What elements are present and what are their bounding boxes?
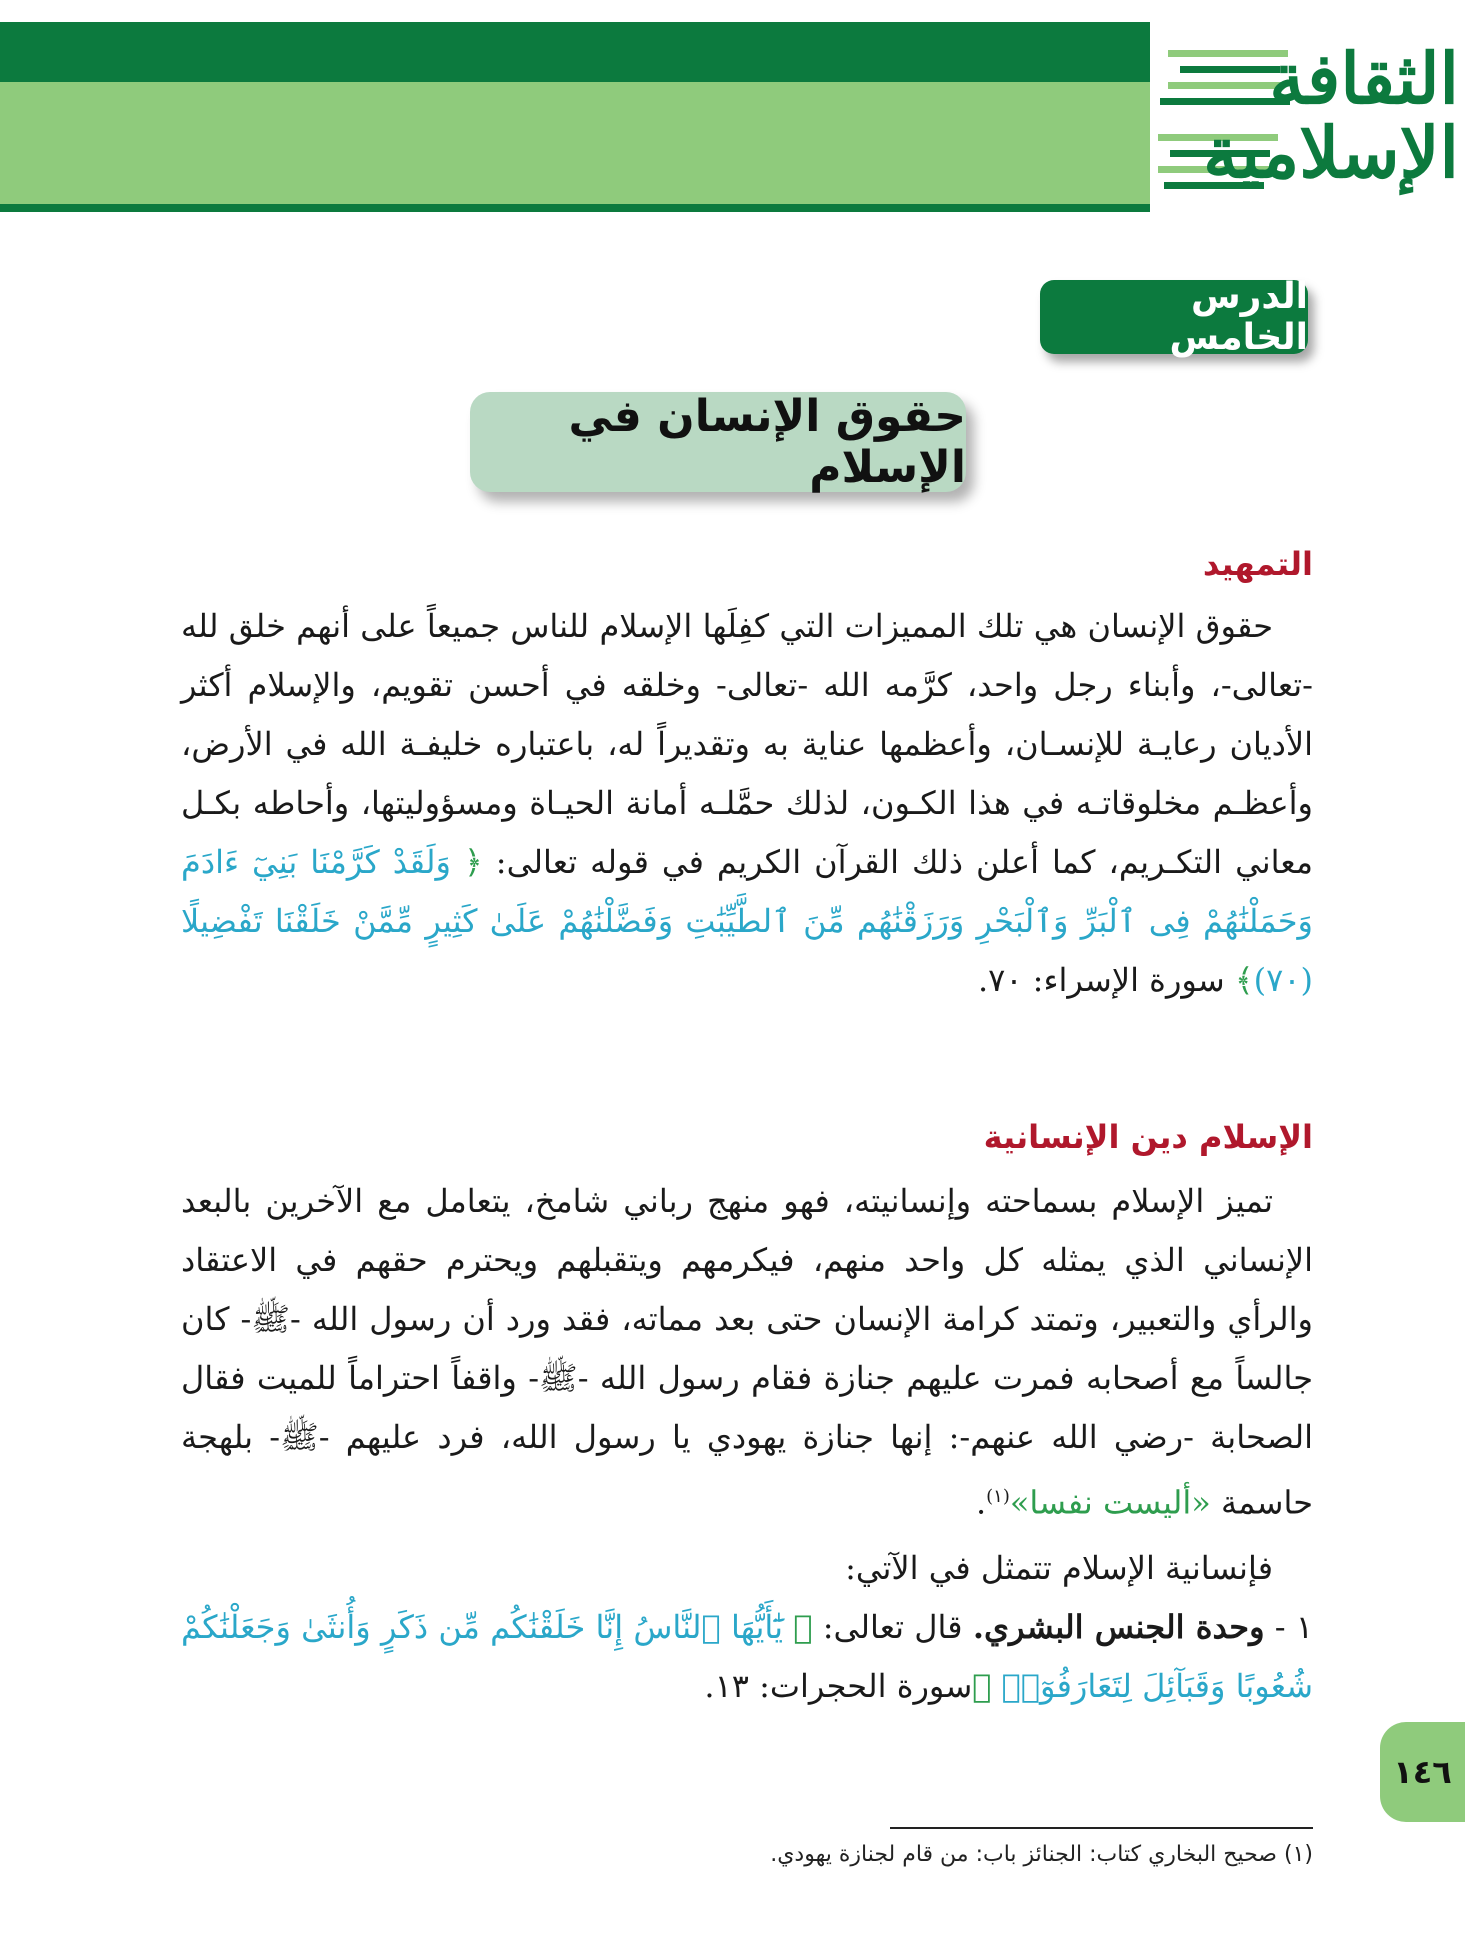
footnote-marker: (١): [986, 1486, 1010, 1507]
footnote-divider: [890, 1827, 1313, 1829]
logo-text-culture: الثقافة: [1269, 37, 1459, 120]
banner-bottom-line: [0, 204, 1150, 212]
quran-open-bracket: ﴿: [464, 843, 483, 881]
logo-text-islamic: الإسلامية: [1203, 111, 1459, 194]
verse-reference: سورة الإسراء: ٧٠.: [977, 961, 1235, 999]
footnote-text: (١) صحيح البخاري كتاب: الجنائز باب: من قام لجنازة يهودي.: [770, 1842, 1313, 1867]
page-number-tab: ١٤٦: [1380, 1722, 1465, 1822]
section-humanity-paragraph: [181, 1172, 1313, 1716]
humanity-text: تميز الإسلام بسماحته وإنسانيته، فهو منهج رباني شامخ، يتعامل مع الآخرين بالبعد الإنساني الذي يمثله كل واحد منهم، فيكرمهم ويتقبلهم ويحترم حقهم في الاعتقاد والرأي والتعبير، وتمتد كرامة الإنسان حتى بعد مماته، فقد ورد أن رسول الله -ﷺ- كان جالساً مع أصحابه فمرت عليهم جنازة فقام رسول الله -ﷺ- واقفاً احتراماً للميت فقال الصحابة -رضي الله عنهم-: إنها جنازة يهودي يا رسول الله، فرد عليهم -ﷺ- بلهجة حاسمة: [181, 1182, 1314, 1522]
lesson-number-badge: الدرس الخامس: [1040, 280, 1308, 354]
humanity-text-end: .: [975, 1483, 987, 1522]
section-humanity-heading: الإسلام دين الإنسانية: [983, 1118, 1313, 1156]
quran-close-bracket: ﴾: [1234, 961, 1254, 999]
series-logo: [1150, 22, 1465, 212]
banner-dark-band: [0, 22, 1150, 82]
list-item-1: ١ - وحدة الجنس البشري. قال تعالى: ﴿ يَٰٓأَيُّهَا ٱلنَّاسُ إِنَّا خَلَقْنَٰكُم مِّن ذَكَرٍ وَأُنثَىٰ وَجَعَلْنَٰكُمْ شُعُوبًا وَقَبَآئِلَ لِتَعَارَفُوٓا۟ ﴾سورة الحجرات: ١٣.: [181, 1607, 1314, 1705]
quran-verse-isra: وَلَقَدْ كَرَّمْنَا بَنِيٓ ءَادَمَ وَحَمَلْنَٰهُمْ فِى ٱلْبَرِّ وَٱلْبَحْرِ وَرَزَقْنَٰهُم مِّنَ ٱلطَّيِّبَٰتِ وَفَضَّلْنَٰهُمْ عَلَىٰ كَثِيرٍ مِّمَّنْ خَلَقْنَا تَفْضِيلًا: [181, 843, 1313, 940]
quran-verse-hujurat: يَٰٓأَيُّهَا ٱلنَّاسُ إِنَّا خَلَقْنَٰكُم مِّن ذَكَرٍ وَأُنثَىٰ وَجَعَلْنَٰكُمْ شُعُوبًا وَقَبَآئِلَ لِتَعَارَفُوٓا۟: [181, 1607, 1313, 1705]
list-intro: فإنسانية الإسلام تتمثل في الآتي:: [845, 1548, 1273, 1587]
list-item-1-title: وحدة الجنس البشري.: [972, 1607, 1265, 1646]
intro-paragraph: [181, 597, 1313, 1010]
banner-light-band: [0, 82, 1150, 204]
intro-text: حقوق الإنسان هي تلك المميزات التي كفِلَها الإسلام للناس جميعاً على أنهم خلق لله -تعالى-، وأبناء رجل واحد، كرَّمه الله -تعالى- وخلقه في أحسن تقويم، والإسلام أكثر الأديان رعايـة للإنسـان، وأعظمها عناية به وتقديراً له، باعتباره خليفـة الله في الأرض، وأعظـم مخلوقاتـه في هذا الكـون، لذلك حمَّلـه أمانة الحيـاة ومسؤوليتها، وأحاطه بكـل معاني التكـريم، كما أعلن ذلك القرآن الكريم في قوله تعالى:: [181, 607, 1314, 881]
intro-heading: التمهيد: [1202, 545, 1313, 583]
header-banner: [0, 22, 1465, 214]
verse-reference-hujurat: سورة الحجرات: ١٣.: [704, 1666, 973, 1705]
lesson-title: حقوق الإنسان في الإسلام: [470, 392, 966, 492]
ayah-number-marker: (٧٠): [1253, 961, 1313, 999]
hadith-quote: «أليست نفسا»: [1009, 1483, 1211, 1522]
